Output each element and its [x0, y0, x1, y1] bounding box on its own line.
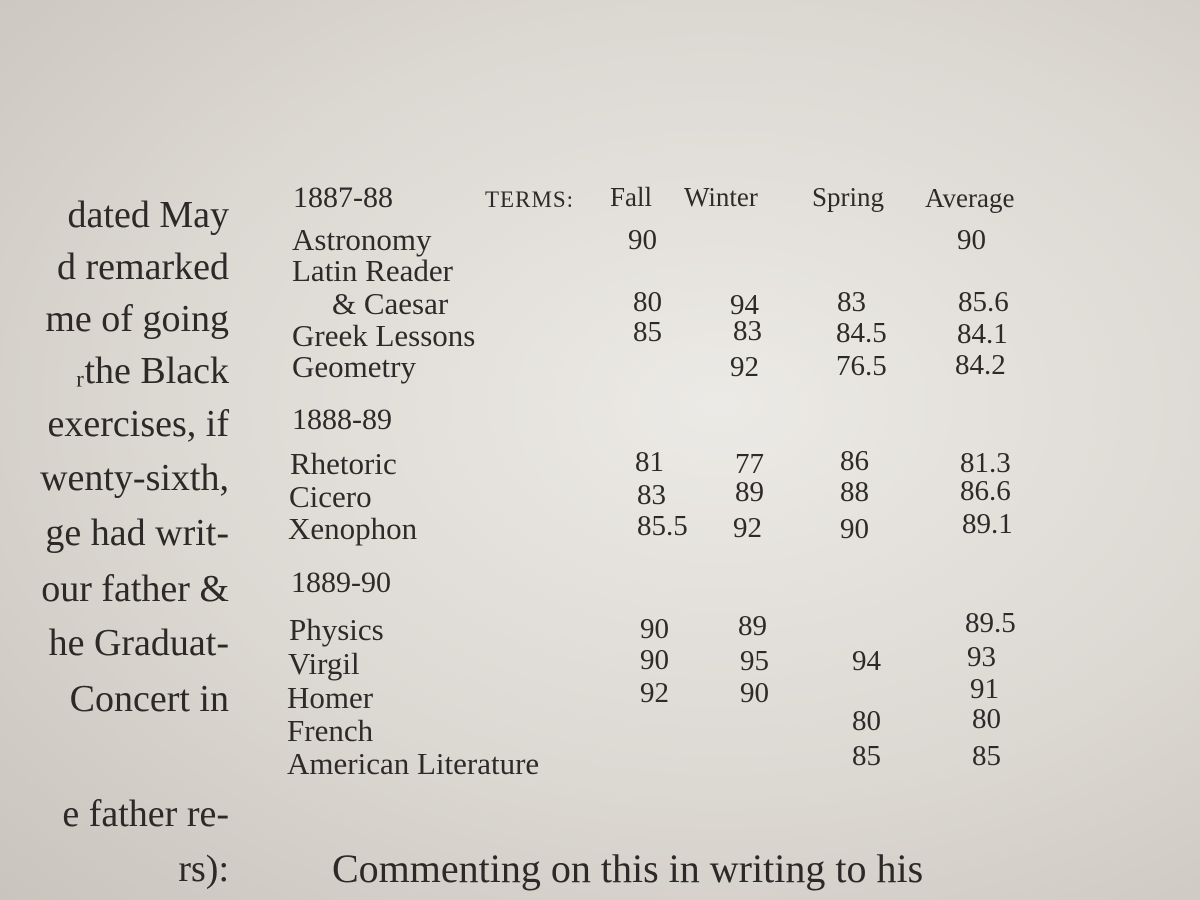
- grade-fall: 90: [628, 224, 657, 256]
- grade-fall: 92: [640, 677, 669, 709]
- grade-average: 80: [972, 703, 1001, 735]
- grade-winter: 92: [730, 351, 759, 383]
- left-text-line: ᵣthe Black: [75, 350, 229, 392]
- grade-average: 81.3: [960, 447, 1011, 479]
- header-winter: Winter: [684, 182, 758, 212]
- grade-winter: 89: [735, 476, 764, 508]
- grade-winter: 92: [733, 512, 762, 544]
- body-text-line: Commenting on this in writing to his: [332, 846, 924, 891]
- subject-name: Xenophon: [288, 511, 418, 546]
- grade-fall: 90: [640, 644, 669, 676]
- left-text-line: rs):: [178, 848, 229, 890]
- subject-name: Latin Reader: [292, 253, 453, 288]
- left-text-line: Concert in: [69, 678, 229, 720]
- left-text-line: exercises, if: [47, 403, 229, 445]
- grade-winter: 90: [740, 677, 769, 709]
- grade-winter: 89: [738, 610, 767, 642]
- grade-winter: 95: [740, 645, 769, 677]
- year-heading: 1888-89: [292, 403, 392, 436]
- left-text-line: dated May: [67, 194, 229, 236]
- grade-average: 90: [957, 224, 986, 256]
- grade-average: 86.6: [960, 475, 1011, 507]
- left-text-line: ge had writ-: [45, 512, 229, 554]
- grade-spring: 85: [852, 740, 881, 772]
- subject-name: Cicero: [289, 479, 372, 514]
- grade-average: 91: [970, 673, 999, 705]
- grade-average: 89.1: [962, 508, 1013, 540]
- left-text-line: me of going: [45, 298, 229, 340]
- grade-fall: 81: [635, 446, 664, 478]
- subject-name: Virgil: [288, 646, 360, 681]
- grade-fall: 85.5: [637, 510, 688, 542]
- grade-spring: 76.5: [836, 350, 887, 382]
- subject-name: Physics: [289, 612, 384, 647]
- grade-spring: 94: [852, 645, 881, 677]
- subject-name: Rhetoric: [290, 446, 397, 481]
- grade-winter: 77: [735, 448, 764, 480]
- grade-spring: 88: [840, 476, 869, 508]
- left-text-line: our father &: [41, 568, 229, 610]
- left-text-line: e father re-: [62, 793, 229, 835]
- grade-winter: 83: [733, 315, 762, 347]
- grade-average: 85.6: [958, 286, 1009, 318]
- header-fall: Fall: [610, 182, 653, 212]
- left-text-line: wenty-sixth,: [40, 457, 229, 499]
- grade-average: 93: [967, 641, 996, 673]
- subject-name: Greek Lessons: [292, 318, 476, 353]
- grade-spring: 83: [837, 286, 866, 318]
- grade-fall: 83: [637, 479, 666, 511]
- grade-average: 84.1: [957, 318, 1008, 350]
- subject-name: Homer: [287, 680, 374, 715]
- grade-fall: 90: [640, 613, 669, 645]
- left-text-line: d remarked: [57, 246, 229, 288]
- left-text-line: he Graduat-: [48, 622, 229, 664]
- subject-name: French: [287, 713, 374, 748]
- grade-spring: 84.5: [836, 317, 887, 349]
- header-average: Average: [925, 183, 1015, 213]
- grade-fall: 80: [633, 286, 662, 318]
- subject-name: & Caesar: [332, 286, 449, 321]
- grade-average: 84.2: [955, 349, 1006, 381]
- subject-name: Astronomy: [292, 222, 432, 257]
- terms-label-text: TERMS:: [485, 187, 575, 212]
- grade-winter: 94: [730, 289, 759, 321]
- subject-name: Geometry: [292, 349, 416, 384]
- terms-label: [485, 183, 582, 214]
- header-spring: Spring: [812, 182, 885, 212]
- grade-fall: 85: [633, 316, 662, 348]
- grade-spring: 80: [852, 705, 881, 737]
- subject-name: American Literature: [287, 746, 540, 781]
- grade-average: 89.5: [965, 607, 1016, 639]
- grade-spring: 86: [840, 445, 869, 477]
- year-heading: 1887-88: [293, 181, 393, 214]
- grade-average: 85: [972, 740, 1001, 772]
- grade-spring: 90: [840, 513, 869, 545]
- year-heading: 1889-90: [291, 566, 391, 599]
